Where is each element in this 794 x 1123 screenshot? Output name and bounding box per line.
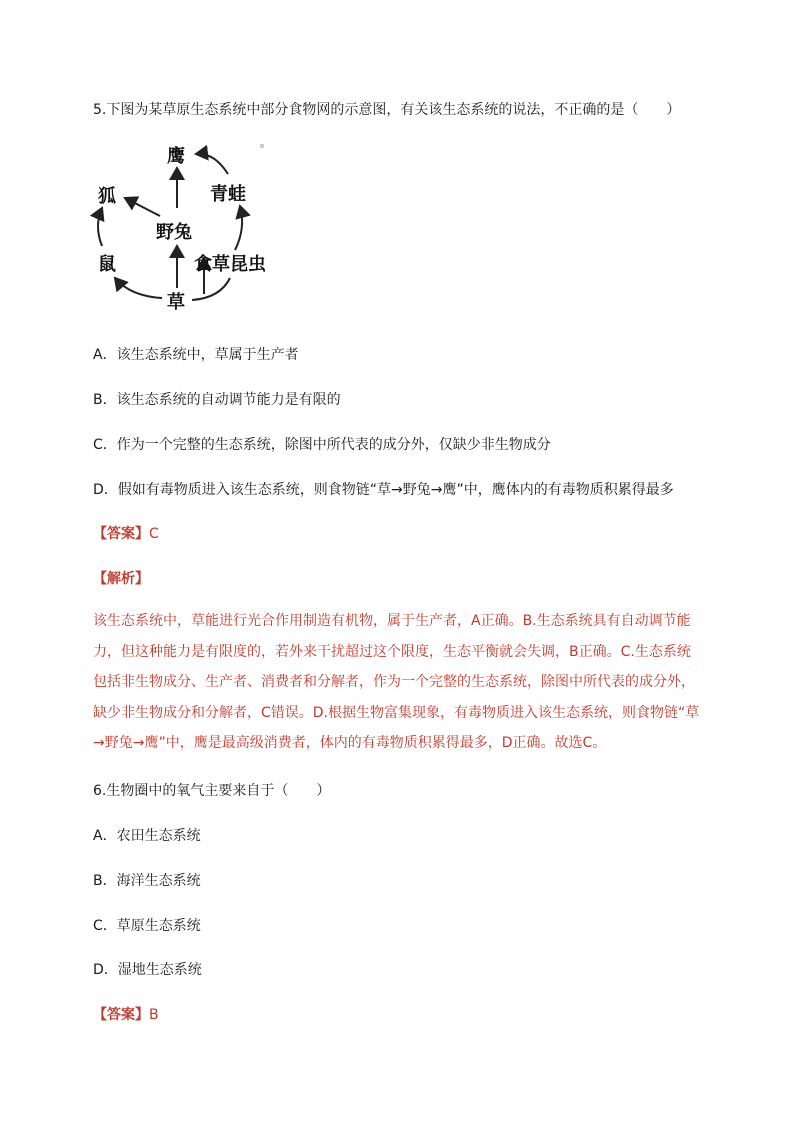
arrow-frog-hawk — [196, 154, 228, 174]
q6-option-d: D．湿地生态系统 — [93, 962, 202, 978]
analysis-line: 该生态系统中，草能进行光合作用制造有机物，属于生产者，A正确。B.生态系统具有自动调节能 — [93, 613, 691, 629]
q6-option-a: A．农田生态系统 — [93, 828, 201, 844]
arrow-grass-mouse — [115, 278, 162, 298]
node-mouse: 鼠 — [98, 254, 116, 275]
food-web-diagram — [90, 138, 290, 318]
answer-value: B — [149, 1007, 159, 1023]
arrow-rabbit-fox — [125, 198, 160, 216]
analysis-line: 力，但这种能力是有限度的，若外来干扰超过这个限度，生态平衡就会失调，B正确。C.生态系统 — [93, 643, 691, 660]
node-frog: 青蛙 — [210, 184, 246, 205]
node-hawk: 鹰 — [167, 146, 185, 167]
analysis-line: →野兔→鹰”中，鹰是最高级消费者，体内的有毒物质积累得最多，D正确。故选C。 — [93, 735, 607, 751]
node-fox: 狐 — [98, 186, 116, 207]
q6-option-b: B．海洋生态系统 — [93, 873, 201, 889]
node-grass: 草 — [167, 292, 185, 313]
arrow-mouse-fox — [98, 208, 102, 246]
q5-option-d: D．假如有毒物质进入该生态系统，则食物链“草→野兔→鹰”中，鹰体内的有毒物质积累得最多 — [93, 482, 674, 498]
analysis-tag: 【解析】 — [93, 571, 149, 587]
q6-answer — [93, 1005, 159, 1025]
answer-tag: 【答案】 — [93, 1007, 149, 1023]
node-insect: 食草昆虫 — [194, 254, 266, 275]
q5-analysis-tag — [93, 569, 149, 589]
analysis-line: 包括非生物成分、生产者、消费者和分解者，作为一个完整的生态系统，除图中所代表的成分外， — [93, 674, 695, 690]
q5-option-b: B．该生态系统的自动调节能力是有限的 — [93, 392, 341, 408]
arrow-grass-insect-curve — [192, 278, 230, 300]
q5-option-a: A．该生态系统中，草属于生产者 — [93, 347, 299, 363]
q5-answer — [93, 524, 159, 544]
q6-option-c: C．草原生态系统 — [93, 918, 201, 934]
q5-option-c: C．作为一个完整的生态系统，除图中所代表的成分外，仅缺少非生物成分 — [93, 437, 551, 453]
analysis-line: 缺少非生物成分和分解者，C错误。D.根据生物富集现象，有毒物质进入该生态系统，则食物链“草 — [93, 704, 700, 721]
answer-tag: 【答案】 — [93, 526, 149, 542]
question-5-stem: 5.下图为某草原生态系统中部分食物网的示意图，有关该生态系统的说法，不正确的是（ ） — [93, 102, 681, 118]
answer-value: C — [149, 526, 159, 542]
q5-analysis — [93, 606, 713, 759]
scan-speck — [260, 144, 264, 148]
node-rabbit: 野兔 — [156, 222, 192, 243]
question-6-stem: 6.生物圈中的氧气主要来自于（ ） — [93, 783, 331, 799]
arrow-insect-frog — [235, 206, 242, 250]
